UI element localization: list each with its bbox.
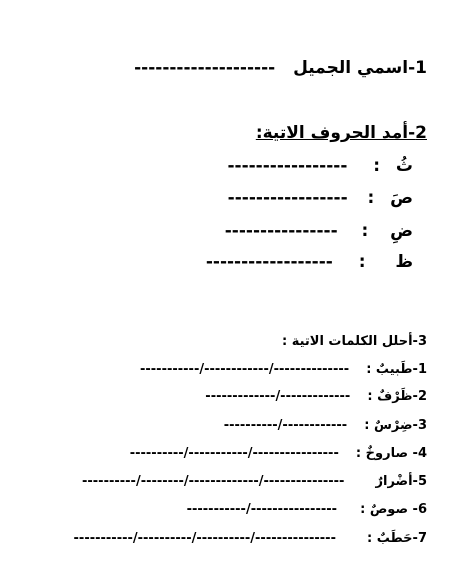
q1-label: 1-اسمي الجميل [293, 58, 427, 78]
q2-colon: : [358, 252, 366, 272]
q3-item-label: 5-أضْرارٌ [375, 474, 427, 489]
q2-letter: صَ [390, 188, 413, 208]
q3-item-label: 7-حَطَبٌ : [367, 531, 427, 546]
q2-letter: ثُ [395, 156, 413, 176]
q3-item-blank: ------------/---------- [223, 418, 348, 433]
q2-blank: ------------------ [205, 252, 333, 272]
q3-item-label: 3-ضِرْسٌ : [364, 418, 427, 433]
q2-blank: ---------------- [224, 221, 338, 241]
q1-line [134, 58, 427, 78]
q2-blank: ----------------- [227, 156, 348, 176]
q2-title: 2-أمد الحروف الاتية: [255, 123, 427, 143]
q2-letter-row [228, 188, 413, 208]
q3-item-blank: --------------/------------/----------- [140, 362, 350, 377]
q3-item-label: 2-ظَرْفٌ : [367, 389, 427, 404]
q3-item-row [205, 389, 427, 404]
q3-item-row [130, 446, 427, 461]
q1-blank: -------------------- [134, 58, 276, 78]
q3-item-row [74, 531, 427, 546]
q2-colon: : [373, 156, 381, 176]
q2-colon: : [367, 188, 375, 208]
q2-letter-row [206, 252, 413, 272]
q3-item-blank: ---------------/-------------/--------/---------- [82, 474, 345, 489]
q2-letter-row [227, 156, 413, 176]
q3-item-blank: ---------------/----------/----------/----------- [73, 531, 336, 546]
q3-item-row [82, 474, 427, 489]
q3-item-row [224, 418, 427, 433]
q3-title: 3-أحلل الكلمات الاتية : [281, 334, 427, 349]
q3-item-label: 4- صاروخٌ : [355, 446, 427, 461]
q3-item-blank: ----------------/-----------/---------- [129, 446, 339, 461]
q2-blank: ----------------- [227, 188, 348, 208]
q3-item-label: 1-طَبيبٌ : [366, 362, 427, 377]
q3-item-row [187, 502, 427, 517]
q2-letter: ضِ [390, 221, 413, 241]
q2-letter: ظ [395, 252, 413, 272]
q3-item-blank: ----------------/----------- [186, 502, 338, 517]
q3-item-blank: -------------/------------- [205, 389, 351, 404]
q2-letter-row [225, 221, 413, 241]
q3-item-row [140, 362, 427, 377]
q2-colon: : [361, 221, 369, 241]
q3-item-label: 6- صوصٌ : [360, 502, 427, 517]
